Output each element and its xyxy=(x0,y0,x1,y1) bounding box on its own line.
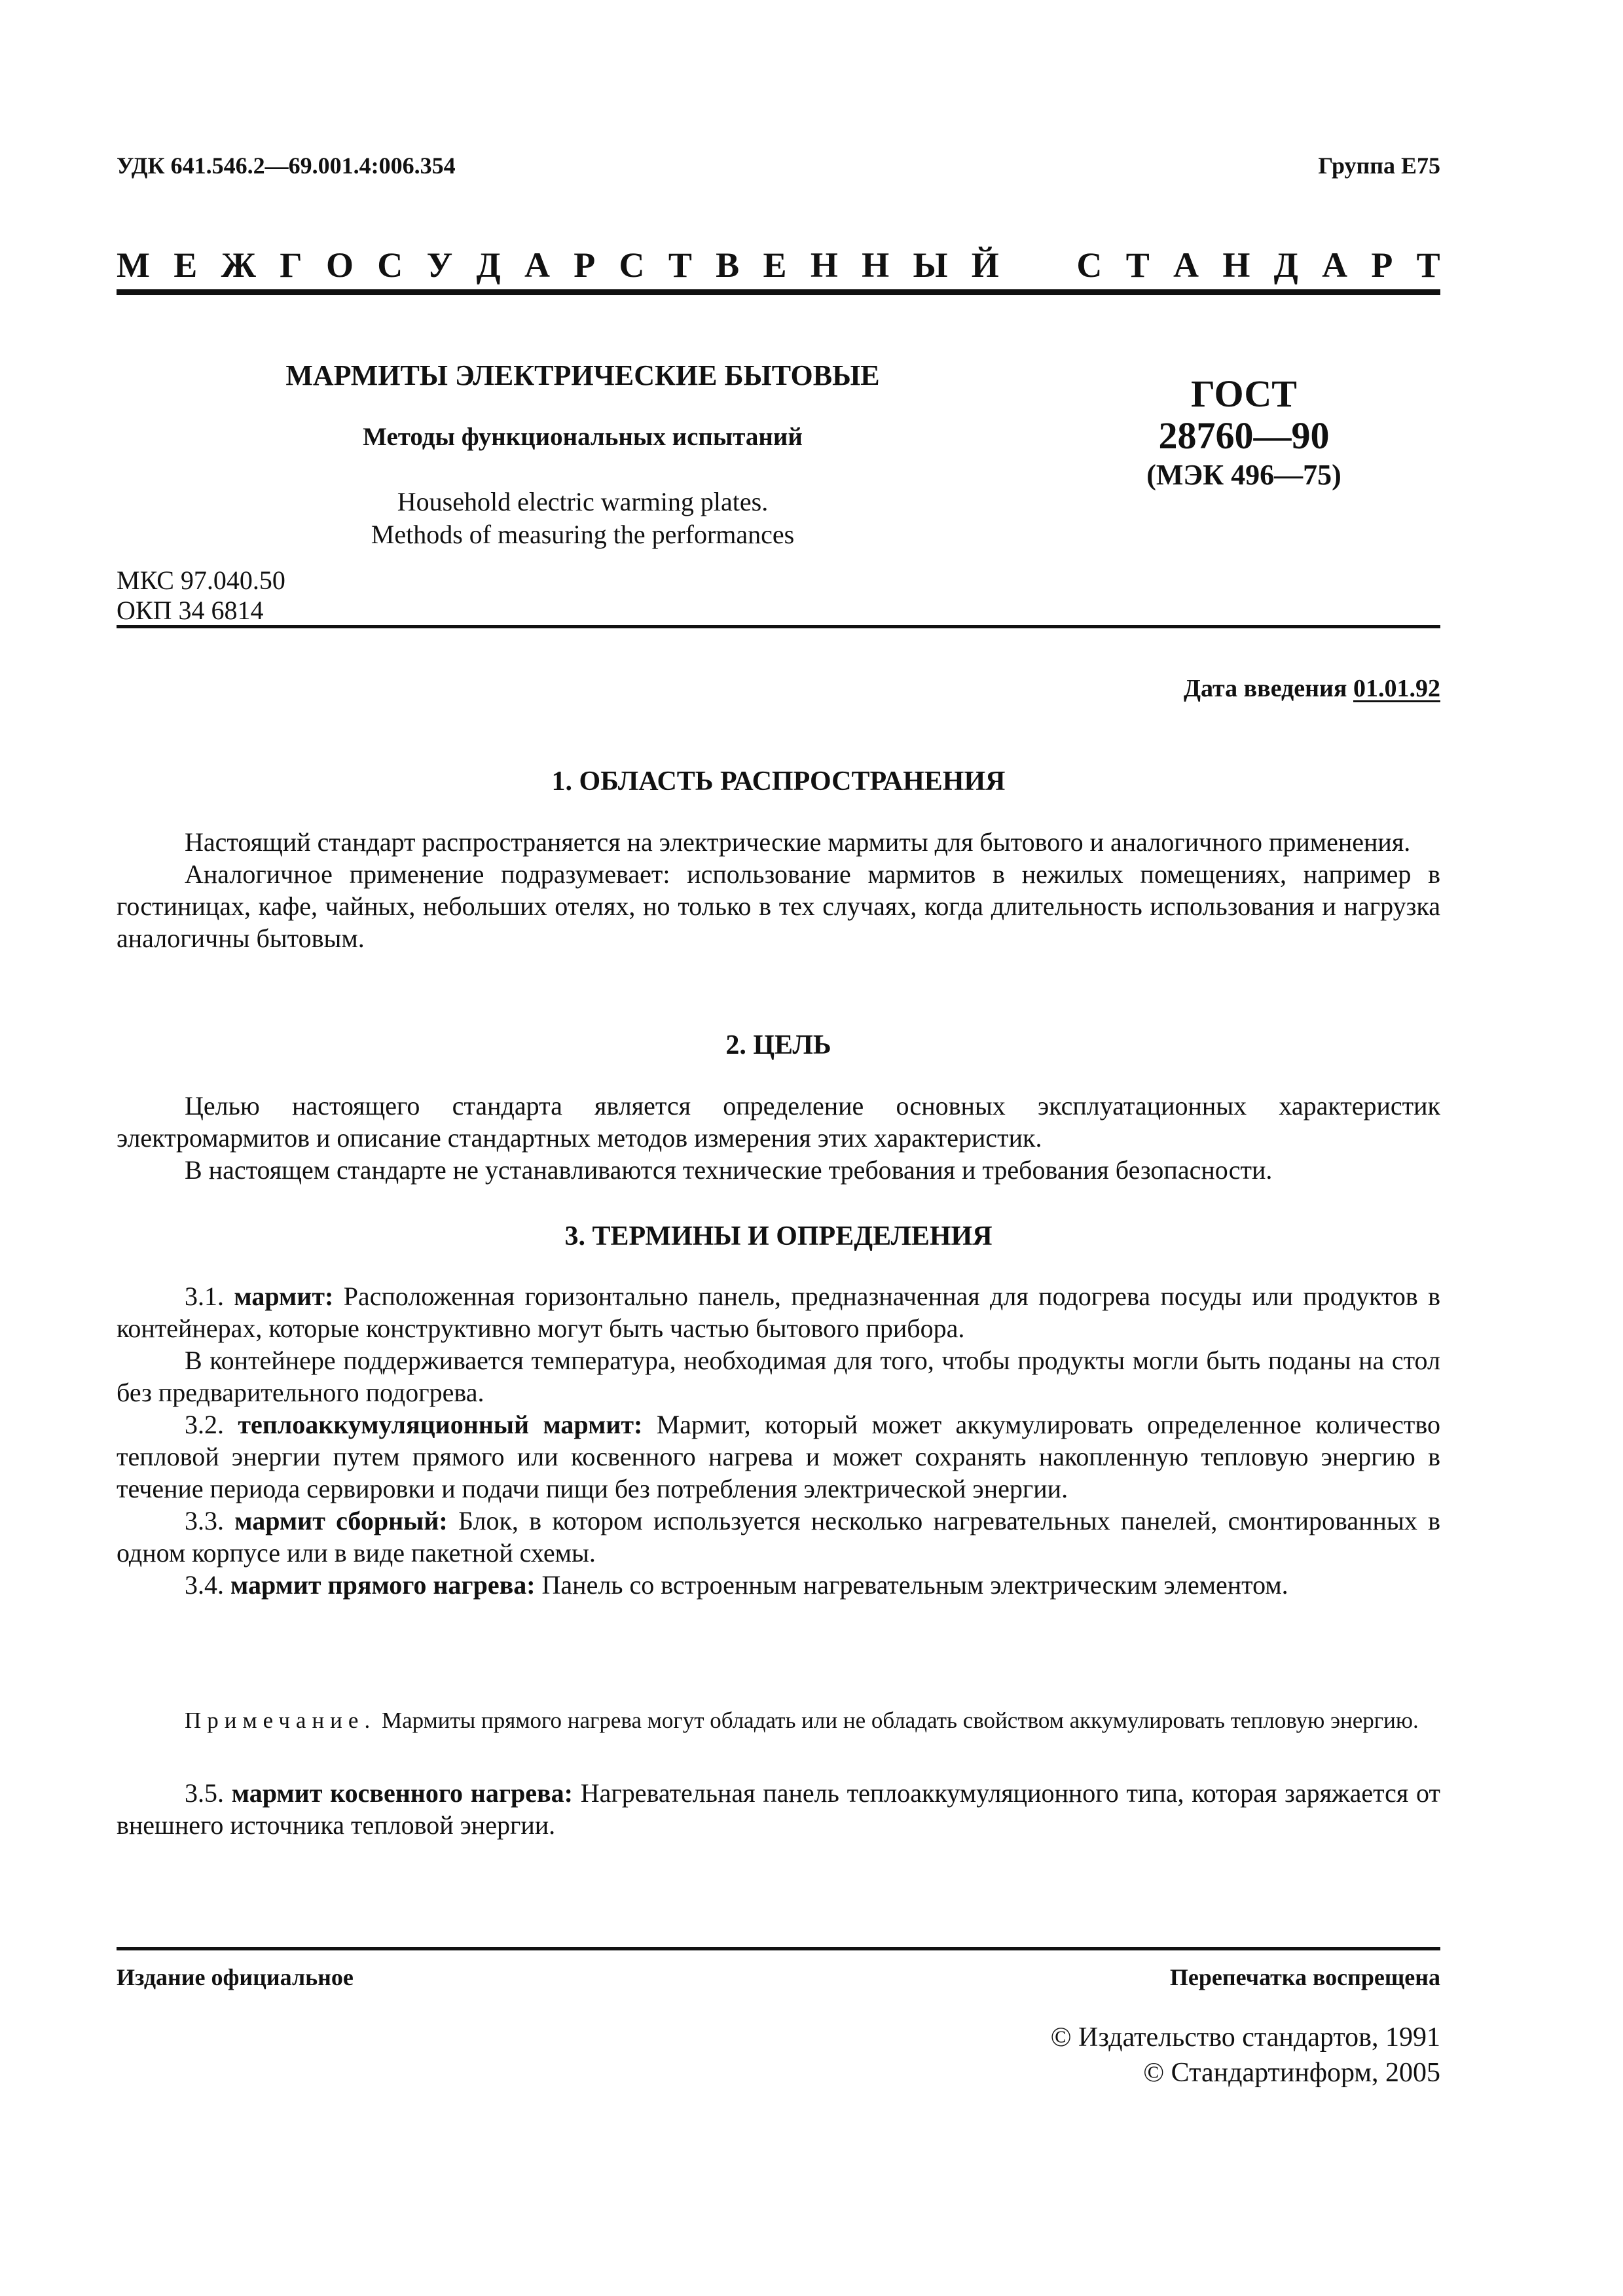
footer-rule xyxy=(117,1947,1440,1950)
definition-number: 3.2. xyxy=(185,1410,224,1439)
section-3-body-cont xyxy=(117,1777,1440,1841)
letter: Е xyxy=(173,245,198,285)
definition-text: Расположенная горизонтально панель, предназначенная для подогрева посуды или продуктов в контейнерах, которые конструктивно могут быть частью бытового прибора. xyxy=(117,1282,1441,1343)
reprint-notice: Перепечатка воспрещена xyxy=(1169,1964,1440,1990)
definition-number: 3.5. xyxy=(185,1778,224,1808)
header-thick-rule xyxy=(117,289,1440,295)
section-1-body xyxy=(117,826,1440,954)
copyright-line-1: © Издательство стандартов, 1991 xyxy=(1050,2022,1440,2053)
letter: Р xyxy=(1371,245,1393,285)
letter: Д xyxy=(476,245,501,285)
definition-term: мармит сборный: xyxy=(234,1506,448,1535)
definition-term: теплоаккумуляционный мармит: xyxy=(238,1410,643,1439)
letter: С xyxy=(1076,245,1103,285)
definition-3-4 xyxy=(117,1569,1440,1601)
letter: Н xyxy=(810,245,838,285)
letter: Р xyxy=(574,245,596,285)
mks-code: МКС 97.040.50 xyxy=(117,565,285,595)
introduction-date-value: 01.01.92 xyxy=(1353,675,1440,702)
gost-number: 28760—90 xyxy=(1158,414,1330,457)
letter: Т xyxy=(1125,245,1150,285)
definition-text: Блок, в котором используется несколько нагревательных панелей, смонтированных в одном корпусе или в виде пакетной схемы. xyxy=(117,1506,1441,1568)
letter: О xyxy=(325,245,354,285)
section-1-heading: 1. ОБЛАСТЬ РАСПРОСТРАНЕНИЯ xyxy=(551,766,1006,797)
letter: Д xyxy=(1273,245,1298,285)
note-label: Примечание. xyxy=(185,1708,376,1733)
definition-number: 3.3. xyxy=(185,1506,224,1535)
letter: Н xyxy=(862,245,890,285)
letter: С xyxy=(377,245,403,285)
note xyxy=(117,1705,1440,1736)
english-title-line1: Household electric warming plates. xyxy=(397,487,769,516)
document-title: МАРМИТЫ ЭЛЕКТРИЧЕСКИЕ БЫТОВЫЕ xyxy=(285,359,880,391)
section-1-paragraph-2: Аналогичное применение подразумевает: использование мармитов в нежилых помещениях, например в гостиницах, кафе, чайных, небольших отелях, но только в тех случаях, когда длительность использования и нагрузка аналогичны бытовым. xyxy=(117,859,1440,953)
title-rule xyxy=(117,625,1440,628)
definition-3-2 xyxy=(117,1408,1440,1505)
letter: А xyxy=(1322,245,1348,285)
letter: В xyxy=(716,245,740,285)
note-text: Мармиты прямого нагрева могут обладать или не обладать свойством аккумулировать тепловую энергию. xyxy=(381,1708,1419,1733)
letter: А xyxy=(524,245,550,285)
letter-space xyxy=(1023,245,1053,285)
standard-type-heading xyxy=(117,245,1440,285)
letter: А xyxy=(1173,245,1199,285)
note-paragraph xyxy=(117,1705,1440,1736)
letter: Н xyxy=(1222,245,1250,285)
section-3-body xyxy=(117,1280,1440,1601)
definition-text: Мармит, который может аккумулировать определенное количество тепловой энергии путем прямого или косвенного нагрева и может сохранять накопленную тепловую энергию в течение периода сервировки и подачи пищи без потребления электрической энергии. xyxy=(117,1410,1441,1503)
english-title xyxy=(236,486,930,551)
definition-number: 3.1. xyxy=(185,1282,224,1311)
definition-3-1-paragraph-2: В контейнере поддерживается температура, необходимая для того, чтобы продукты могли быть поданы на стол без предварительного подогрева. xyxy=(117,1346,1440,1407)
section-1-paragraph-1: Настоящий стандарт распространяется на электрические мармиты для бытового и аналогичного применения. xyxy=(185,827,1411,857)
classification-codes xyxy=(117,565,285,626)
document-subtitle: Методы функциональных испытаний xyxy=(363,423,803,451)
okp-code: ОКП 34 6814 xyxy=(117,596,264,625)
letter: Т xyxy=(668,245,692,285)
copyright-line-2: © Стандартинформ, 2005 xyxy=(1143,2058,1440,2088)
definition-3-5 xyxy=(117,1777,1440,1841)
copyright-block xyxy=(1051,2020,1440,2090)
letter: Й xyxy=(971,245,999,285)
english-title-line2: Methods of measuring the performances xyxy=(371,520,795,549)
definition-term: мармит: xyxy=(234,1282,334,1311)
definition-3-1 xyxy=(117,1280,1440,1344)
letter: М xyxy=(117,245,150,285)
definition-3-3 xyxy=(117,1505,1440,1569)
letter: Т xyxy=(1416,245,1440,285)
section-2-paragraph-1: Целью настоящего стандарта является определение основных эксплуатационных характеристик электромармитов и описание стандартных методов измерения этих характеристик. xyxy=(117,1091,1440,1153)
section-2-paragraph-2: В настоящем стандарте не устанавливаются технические требования и требования безопасности. xyxy=(185,1155,1273,1185)
group-code: Группа Е75 xyxy=(1318,152,1440,179)
definition-text: Панель со встроенным нагревательным электрическим элементом. xyxy=(541,1570,1288,1600)
definition-term: мармит прямого нагрева: xyxy=(230,1570,536,1600)
iec-reference: (МЭК 496—75) xyxy=(1146,459,1341,491)
section-3-heading: 3. ТЕРМИНЫ И ОПРЕДЕЛЕНИЯ xyxy=(564,1221,993,1251)
letter: С xyxy=(619,245,645,285)
letter: Ы xyxy=(913,245,948,285)
definition-term: мармит косвенного нагрева: xyxy=(231,1778,573,1808)
introduction-date xyxy=(1184,674,1440,703)
definition-number: 3.4. xyxy=(185,1570,224,1600)
letter: Г xyxy=(280,245,302,285)
definition-text: Нагревательная панель теплоаккумуляционного типа, которая заряжается от внешнего источника тепловой энергии. xyxy=(117,1778,1441,1840)
edition-label: Издание официальное xyxy=(117,1964,354,1990)
letter: Е xyxy=(763,245,787,285)
introduction-date-label: Дата введения xyxy=(1183,675,1347,702)
letter: Ж xyxy=(221,245,256,285)
section-2-heading: 2. ЦЕЛЬ xyxy=(725,1030,831,1060)
letter: У xyxy=(426,245,453,285)
udk-code: УДК 641.546.2—69.001.4:006.354 xyxy=(117,152,456,179)
gost-label: ГОСТ xyxy=(1191,372,1297,415)
section-2-body xyxy=(117,1090,1440,1186)
